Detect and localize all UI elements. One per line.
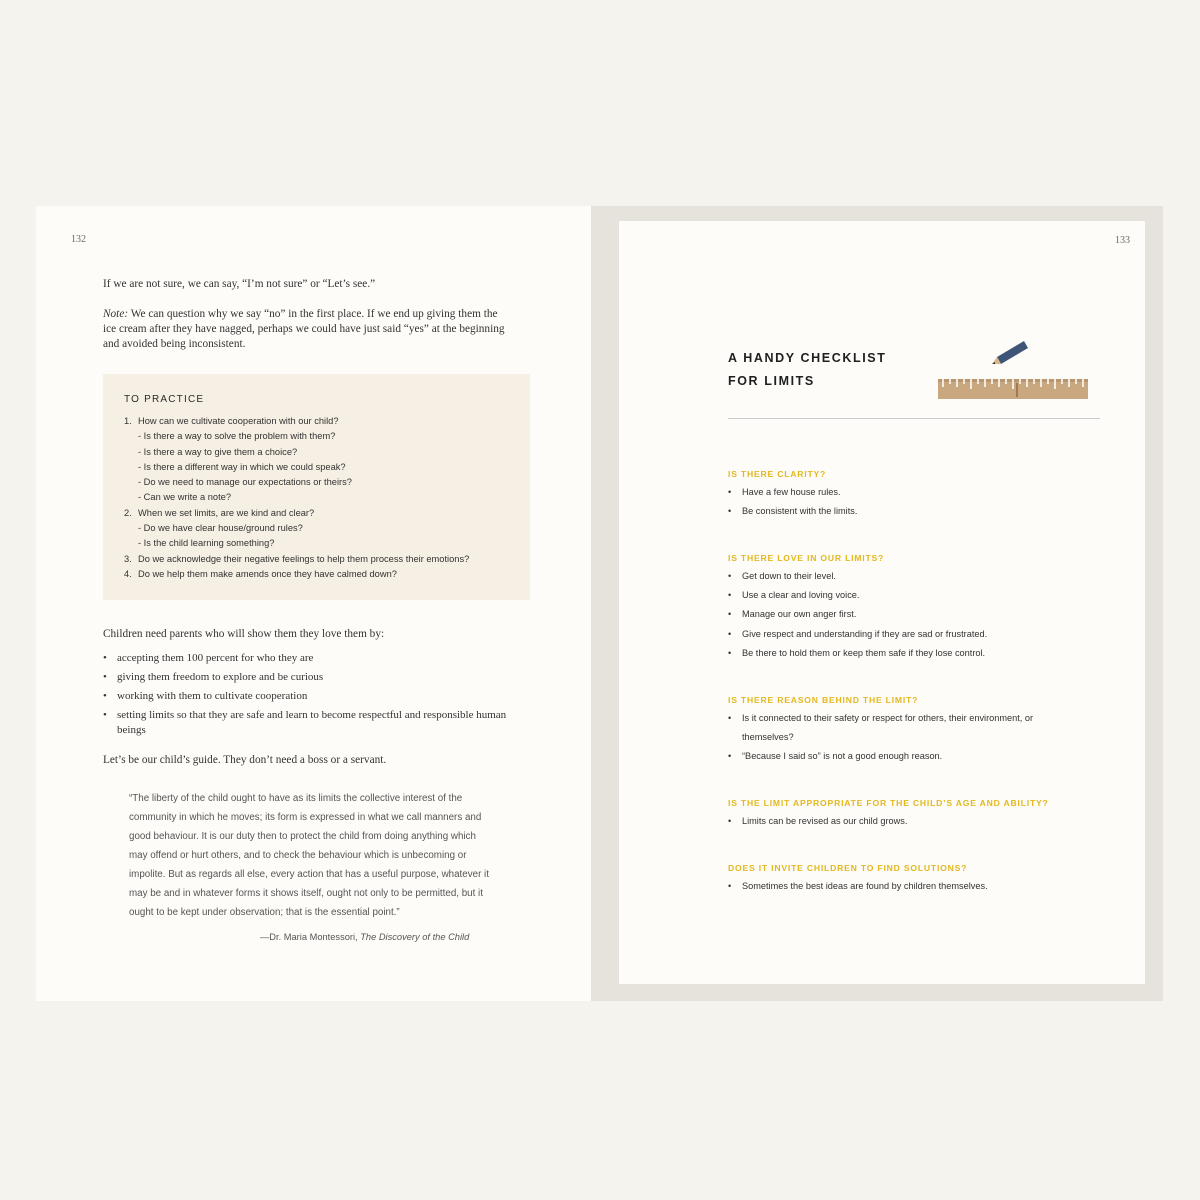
list-item: • accepting them 100 percent for who they are [103,649,533,668]
note-line: and avoided being inconsistent. [103,338,246,350]
quote-line: community in which he moves; its form is expressed in what we call manners and [129,812,482,823]
list-item: • giving them freedom to explore and be curious [103,668,533,687]
title-divider [728,418,1100,419]
list-item: • “Because I said so” is not a good enough reason. [728,747,1083,766]
attribution-book: The Discovery of the Child [360,932,470,942]
list-item: • Use a clear and loving voice. [728,586,1088,605]
note-line: We can question why we say “no” in the first place. If we end up giving them the [130,308,498,320]
list-item: • Sometimes the best ideas are found by children themselves. [728,877,1088,896]
section-heading: IS THERE REASON BEHIND THE LIMIT? [728,695,919,705]
love-bullet-list [103,649,533,738]
quote-line: impolite. But as regards all else, every action that has a useful purpose, whatever it [129,869,489,880]
note-line: ice cream after they have nagged, perhaps we could have just said “yes” at the beginning [103,323,505,335]
page-number-left: 132 [71,234,86,245]
practice-subitem: - Can we write a note? [138,492,232,503]
list-item: • Is it connected to their safety or respect for others, their environment, or themselves? [728,709,1083,747]
title-line: FOR LIMITS [728,374,815,388]
practice-subitem: - Do we have clear house/ground rules? [138,523,303,534]
section-heading: IS THERE CLARITY? [728,469,827,479]
left-page [36,206,591,1001]
section-list [728,812,1088,831]
list-item: • Give respect and understanding if they are sad or frustrated. [728,625,1088,644]
note-label: Note: [103,308,129,320]
title-line: A HANDY CHECKLIST [728,351,887,365]
right-page [619,221,1145,984]
page-number-right: 133 [1115,235,1130,246]
ruler-icon [938,379,1088,399]
quote-line: good behaviour. It is our duty then to protect the child from doing anything which [129,831,476,842]
practice-item: 3. Do we acknowledge their negative feelings to help them process their emotions? [124,553,470,564]
list-item: • Be consistent with the limits. [728,502,1088,521]
attribution-author: —Dr. Maria Montessori, [260,932,358,942]
section-heading: DOES IT INVITE CHILDREN TO FIND SOLUTIONS? [728,863,968,873]
to-practice-box [103,374,530,600]
note-paragraph [103,307,543,352]
section-list [728,567,1088,663]
section-list [728,877,1088,896]
list-item: • Manage our own anger first. [728,605,1088,624]
list-item: • Be there to hold them or keep them safe if they lose control. [728,644,1088,663]
checklist-title [728,347,886,393]
quote-line: ought to be kept under observation; that is the essential point.” [129,907,400,918]
list-item: • Have a few house rules. [728,483,1088,502]
guide-line: Let’s be our child’s guide. They don’t need a boss or a servant. [103,754,387,766]
list-item: • working with them to cultivate cooperation [103,687,533,706]
list-item: • Limits can be revised as our child grows. [728,812,1088,831]
children-intro: Children need parents who will show them they love them by: [103,628,385,640]
list-item: • setting limits so that they are safe and learn to become respectful and responsible human beings [103,708,533,738]
practice-subitem: - Is there a way to give them a choice? [138,446,298,457]
book-spread [36,206,1163,1001]
list-item: • Get down to their level. [728,567,1088,586]
quote-attribution [260,932,469,942]
quote-line: may offend or hurt others, and to check the behaviour which is unbecoming or [129,850,467,861]
section-list [728,483,1088,521]
paragraph-not-sure: If we are not sure, we can say, “I’m not sure” or “Let’s see.” [103,278,376,290]
quote-line: may be and in whatever forms it shows itself, ought not only to be permitted, but it [129,888,483,899]
practice-subitem: - Is there a different way in which we could speak? [138,461,346,472]
montessori-quote [129,789,529,922]
quote-line: “The liberty of the child ought to have as its limits the collective interest of the [129,793,463,804]
pencil-and-ruler-icon [937,331,1092,406]
practice-item: 4. Do we help them make amends once they have calmed down? [124,568,397,579]
practice-list [124,414,469,582]
practice-title: TO PRACTICE [124,394,205,405]
section-heading: IS THERE LOVE IN OUR LIMITS? [728,553,885,563]
practice-subitem: - Is the child learning something? [138,538,275,549]
practice-subitem: - Is there a way to solve the problem with them? [138,431,336,442]
pencil-icon [992,341,1028,364]
practice-subitem: - Do we need to manage our expectations or theirs? [138,477,352,488]
section-list [728,709,1083,767]
practice-item: 1. How can we cultivate cooperation with our child? [124,416,339,426]
practice-item: 2. When we set limits, are we kind and clear? [124,507,315,518]
section-heading: IS THE LIMIT APPROPRIATE FOR THE CHILD’S AGE AND ABILITY? [728,798,1049,808]
